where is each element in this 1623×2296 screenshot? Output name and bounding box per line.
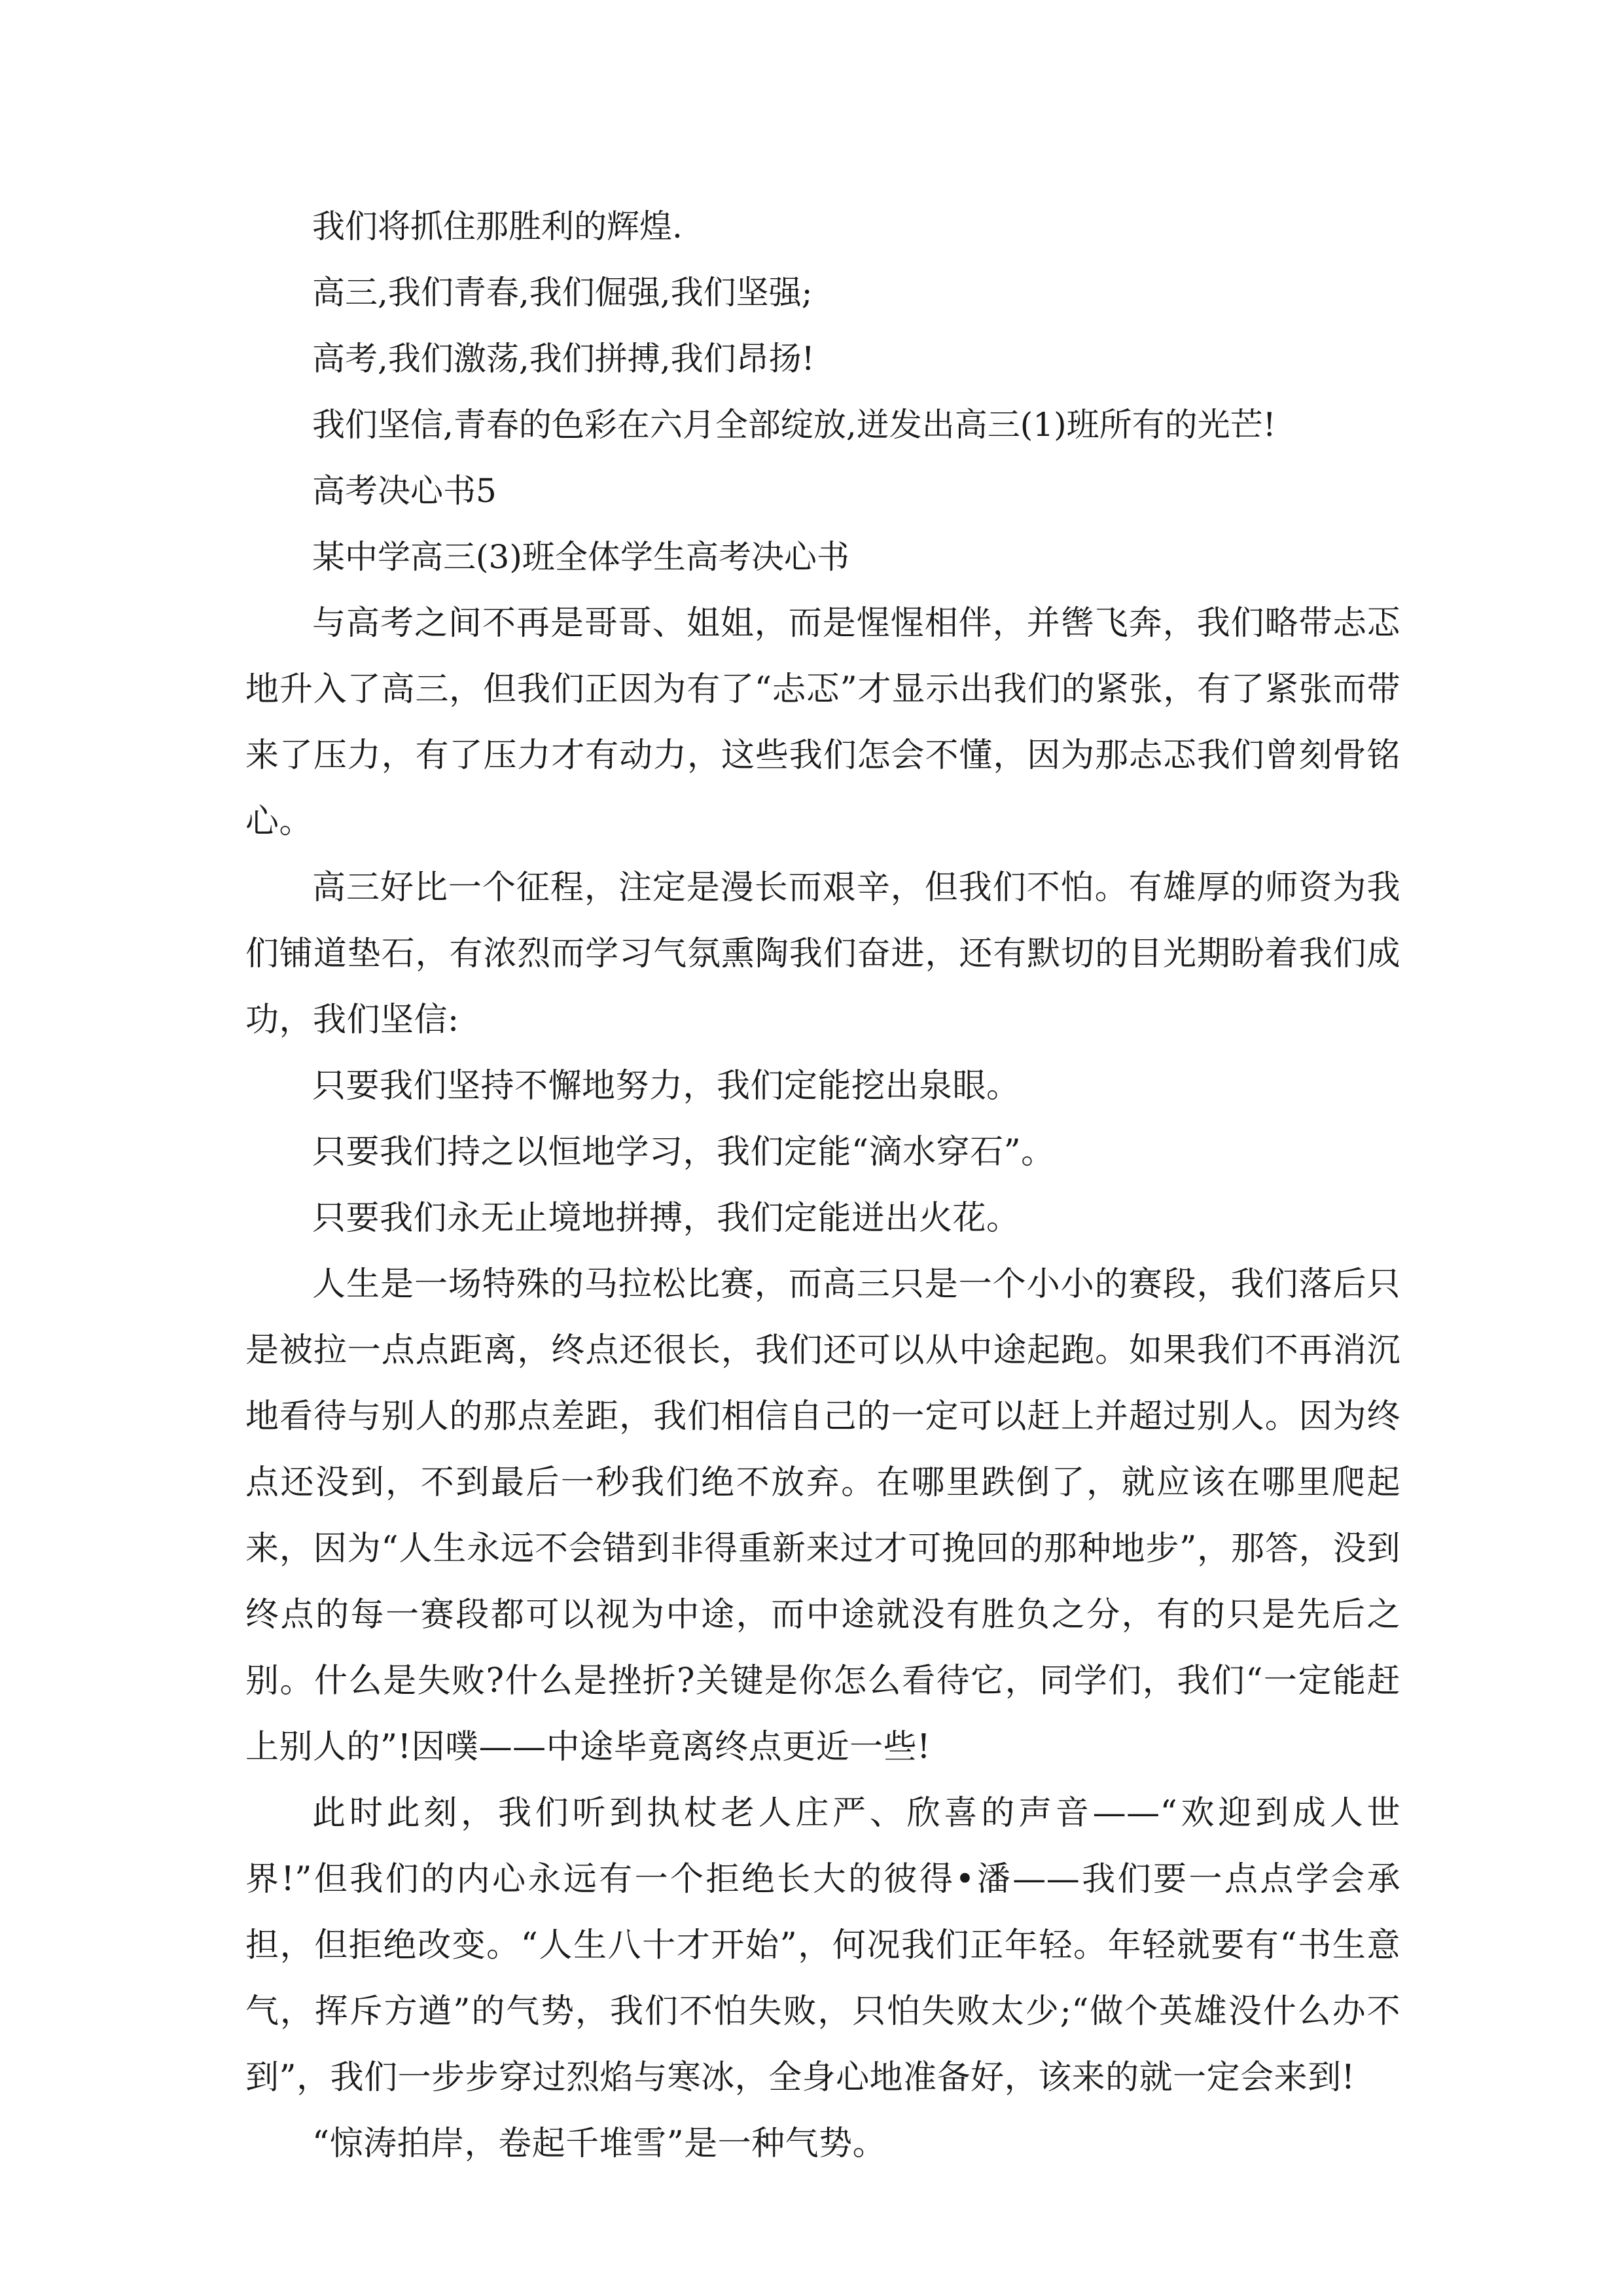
- paragraph: “惊涛拍岸，卷起千堆雪”是一种气势。: [312, 2125, 887, 2163]
- paragraph: 高三好比一个征程，注定是漫长而艰辛，但我们不怕。有雄厚的师资为我们铺道垫石，有浓烈而学习气氛熏陶我们奋进，还有默切的目光期盼着我们成功，我们坚信:: [245, 869, 1400, 1039]
- paragraph: 只要我们永无止境地拼搏，我们定能迸出火花。: [312, 1199, 1020, 1238]
- paragraph: 与高考之间不再是哥哥、姐姐，而是惺惺相伴，并辔飞奔，我们略带忐忑地升入了高三，但我们正因为有了“忐忑”才显示出我们的紧张，有了紧张而带来了压力，有了压力才有动力，这些我们怎会不懂，因为那忐忑我们曾刻骨铭心。: [245, 604, 1400, 841]
- paragraph: 人生是一场特殊的马拉松比赛，而高三只是一个小小的赛段，我们落后只是被拉一点点距离，终点还很长，我们还可以从中途起跑。如果我们不再消沉地看待与别人的那点差距，我们相信自己的一定可以赶上并超过别人。因为终点还没到，不到最后一秒我们绝不放弃。在哪里跌倒了，就应该在哪里爬起来，因为“人生永远不会错到非得重新来过才可挽回的那种地步”，那答，没到终点的每一赛段都可以视为中途，而中途就没有胜负之分，有的只是先后之别。什么是失败?什么是挫折?关键是你怎么看待它，同学们，我们“一定能赶上别人的”!因噗——中途毕竟离终点更近一些!: [245, 1265, 1400, 1767]
- text-line: 高三,我们青春,我们倔强,我们坚强;: [312, 274, 813, 312]
- text-line: 我们将抓住那胜利的辉煌.: [312, 207, 683, 245]
- paragraph: 此时此刻，我们听到执杖老人庄严、欣喜的声音——“欢迎到成人世界!”但我们的内心永远有一个拒绝长大的彼得•潘——我们要一点点学会承担，但拒绝改变。“人生八十才开始”，何况我们正年轻。年轻就要有“书生意气，挥斥方遒”的气势，我们不怕失败，只怕失败太少;“做个英雄没什么办不到”，我们一步步穿过烈焰与寒冰，全身心地准备好，该来的就一定会来到!: [245, 1794, 1400, 2097]
- paragraph: 只要我们持之以恒地学习，我们定能“滴水穿石”。: [312, 1133, 1055, 1172]
- paragraph: 只要我们坚持不懈地努力，我们定能挖出泉眼。: [312, 1067, 1020, 1105]
- section-heading: 高考决心书5: [312, 472, 497, 510]
- text-line: 我们坚信,青春的色彩在六月全部绽放,迸发出高三(1)班所有的光芒!: [312, 406, 1276, 444]
- text-line: 高考,我们激荡,我们拼搏,我们昂扬!: [312, 340, 815, 378]
- document-title: 某中学高三(3)班全体学生高考决心书: [312, 538, 849, 576]
- document-body: [245, 194, 1400, 2177]
